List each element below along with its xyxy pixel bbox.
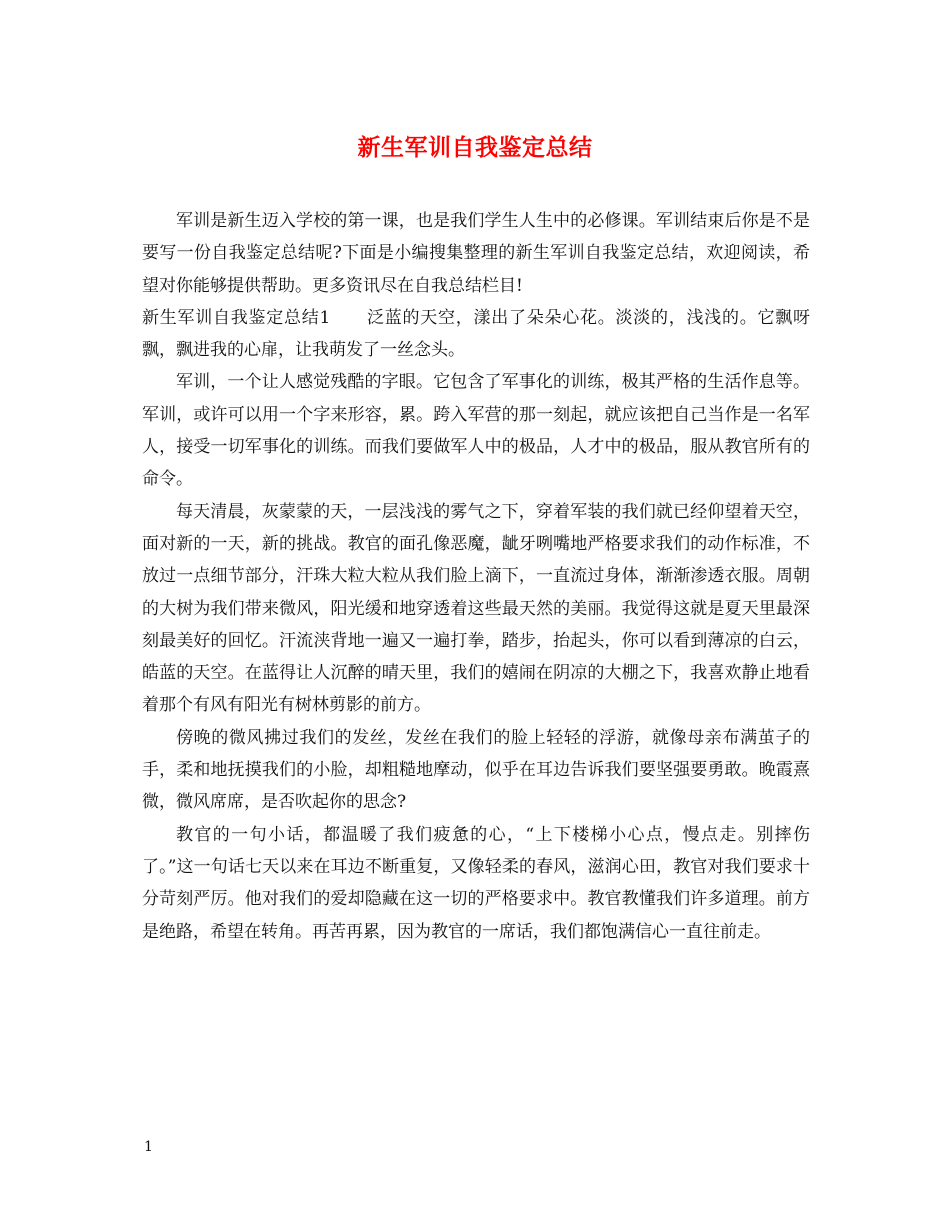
body-paragraph: 教官的一句小话，都温暖了我们疲惫的心，“上下楼梯小心点，慢点走。别摔伤了。”这一句话七天以来在耳边不断重复，又像轻柔的春风，滋润心田，教官对我们要求十分苛刻严厉。他对我们的爱却隐藏在这一切的严格要求中。教官教懂我们许多道理。前方是绝路，希望在转角。再苦再累，因为教官的一席话，我们都饱满信心一直往前走。 bbox=[142, 824, 810, 942]
body-paragraph: 每天清晨，灰蒙蒙的天，一层浅浅的雾气之下，穿着军装的我们就已经仰望着天空，面对新的一天，新的挑战。教官的面孔像恶魔，龇牙咧嘴地严格要求我们的动作标准，不放过一点细节部分，汗珠大粒大粒从我们脸上滴下，一直流过身体，渐渐渗透衣服。周朝的大树为我们带来微风，阳光缓和地穿透着这些最天然的美丽。我觉得这就是夏天里最深刻最美好的回忆。汗流浃背地一遍又一遍打拳，踏步，抬起头，你可以看到薄凉的白云，皓蓝的天空。在蓝得让人沉醉的晴天里，我们的嬉闹在阴凉的大棚之下，我喜欢静止地看着那个有风有阳光有树林剪影的前方。 bbox=[142, 501, 810, 716]
section-first-text: 泛蓝的天空，漾出了朵朵心花。淡淡的，浅浅的。它飘呀飘，飘进我的心扉，让我萌发了一丝念头。 bbox=[142, 307, 810, 361]
body-paragraph: 军训，一个让人感觉残酷的字眼。它包含了军事化的训练，极其严格的生活作息等。军训，或许可以用一个字来形容，累。跨入军营的那一刻起，就应该把自己当作是一名军人，接受一切军事化的训练。而我们要做军人中的极品，人才中的极品，服从教官所有的命令。 bbox=[142, 372, 810, 490]
section-paragraph bbox=[142, 302, 810, 367]
page-number: 1 bbox=[144, 1139, 153, 1155]
intro-paragraph: 军训是新生迈入学校的第一课，也是我们学生人生中的必修课。军训结束后你是不是要写一份自我鉴定总结呢?下面是小编搜集整理的新生军训自我鉴定总结，欢迎阅读，希望对你能够提供帮助。更多资讯尽在自我总结栏目! bbox=[142, 211, 810, 296]
document-body bbox=[142, 205, 810, 948]
body-paragraph: 傍晚的微风拂过我们的发丝，发丝在我们的脸上轻轻的浮游，就像母亲布满茧子的手，柔和地抚摸我们的小脸，却粗糙地摩动，似乎在耳边告诉我们要坚强要勇敢。晚霞熹微，微风席席，是否吹起你的思念? bbox=[142, 727, 810, 813]
section-heading: 新生军训自我鉴定总结1 bbox=[142, 307, 331, 328]
document-title: 新生军训自我鉴定总结 bbox=[357, 134, 593, 161]
